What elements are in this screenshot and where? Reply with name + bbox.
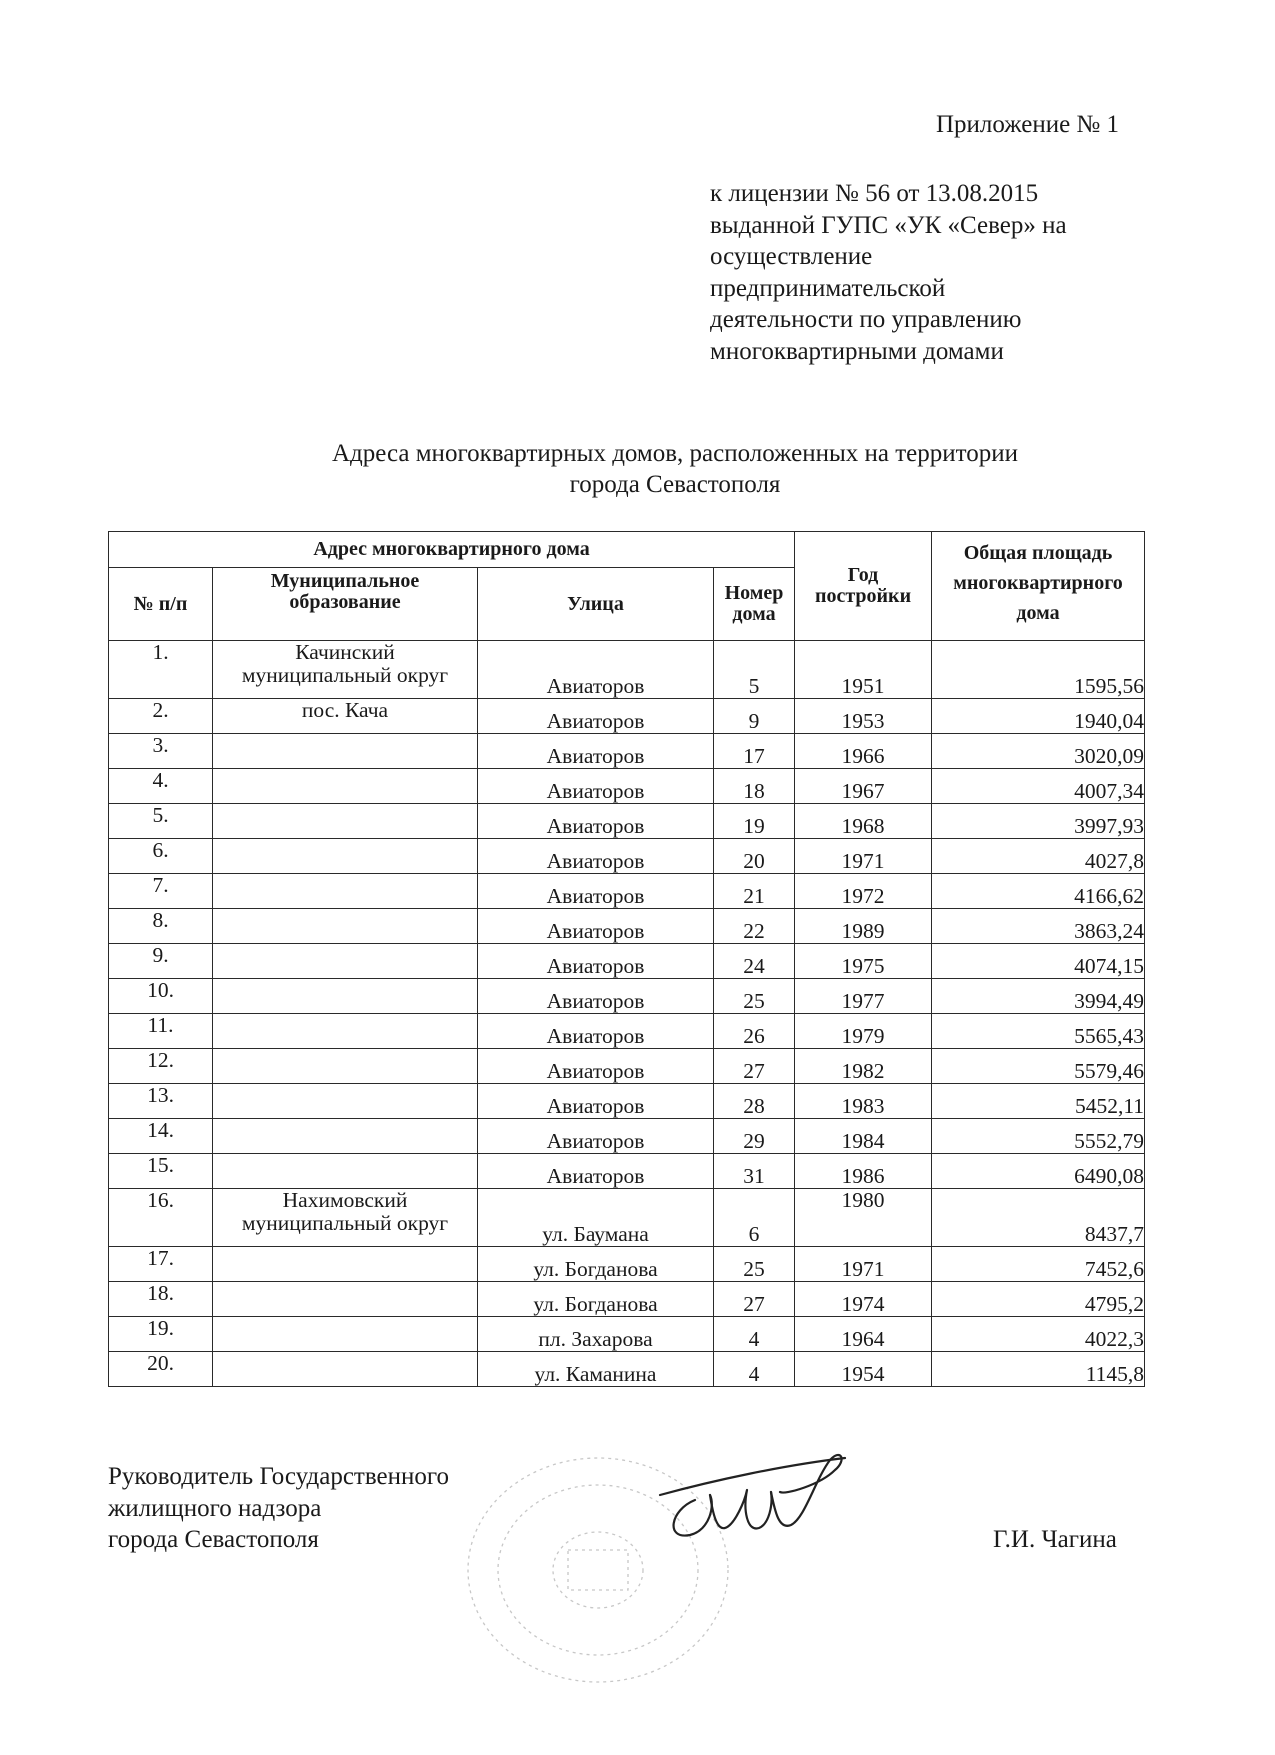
total-area-cell: 4795,2 xyxy=(932,1282,1145,1317)
num-column-header: № п/п xyxy=(109,568,213,641)
house-number-cell: 28 xyxy=(714,1084,795,1119)
total-area-cell: 3997,93 xyxy=(932,804,1145,839)
street-cell: пл. Захарова xyxy=(478,1317,714,1352)
total-area-cell: 4027,8 xyxy=(932,839,1145,874)
house-column-header: Номер дома xyxy=(714,568,795,641)
municipality-cell xyxy=(213,1189,478,1247)
table-row xyxy=(109,1084,1145,1119)
build-year-cell: 1971 xyxy=(795,839,932,874)
municipality-cell xyxy=(213,699,478,734)
house-number-cell: 19 xyxy=(714,804,795,839)
build-year-cell: 1967 xyxy=(795,769,932,804)
street-cell: ул. Каманина xyxy=(478,1352,714,1387)
municipality-column-header: Муниципальное образование xyxy=(213,568,478,641)
total-area-cell: 4074,15 xyxy=(932,944,1145,979)
table-row xyxy=(109,769,1145,804)
build-year-cell: 1983 xyxy=(795,1084,932,1119)
build-year-cell: 1989 xyxy=(795,909,932,944)
table-row xyxy=(109,979,1145,1014)
build-year-cell: 1964 xyxy=(795,1317,932,1352)
municipality-cell xyxy=(213,979,478,1014)
street-cell: Авиаторов xyxy=(478,874,714,909)
table-header-row xyxy=(109,532,1145,568)
build-year-cell: 1980 xyxy=(795,1189,932,1247)
house-number-cell: 4 xyxy=(714,1352,795,1387)
table-row xyxy=(109,734,1145,769)
municipality-cell xyxy=(213,1352,478,1387)
municipality-cell xyxy=(213,874,478,909)
total-area-cell: 7452,6 xyxy=(932,1247,1145,1282)
street-cell: Авиаторов xyxy=(478,1084,714,1119)
signatory-name: Г.И. Чагина xyxy=(993,1526,1117,1553)
license-line: многоквартирными домами xyxy=(710,337,1004,365)
table-row xyxy=(109,1014,1145,1049)
appendix-label: Приложение № 1 xyxy=(936,111,1120,138)
house-number-cell: 21 xyxy=(714,874,795,909)
document-title xyxy=(220,438,1130,500)
row-number-cell: 10. xyxy=(109,979,213,1014)
row-number-cell: 2. xyxy=(109,699,213,734)
municipality-line: муниципальный округ xyxy=(241,1211,449,1235)
street-cell: Авиаторов xyxy=(478,641,714,699)
municipality-line: Нахимовский xyxy=(282,1188,408,1212)
table-row xyxy=(109,1119,1145,1154)
municipality-cell xyxy=(213,641,478,699)
municipality-cell xyxy=(213,1014,478,1049)
build-year-cell: 1974 xyxy=(795,1282,932,1317)
position-line: города Севастополя xyxy=(108,1526,319,1553)
house-number-cell: 6 xyxy=(714,1189,795,1247)
total-area-cell: 3020,09 xyxy=(932,734,1145,769)
build-year-cell: 1984 xyxy=(795,1119,932,1154)
row-number-cell: 18. xyxy=(109,1282,213,1317)
row-number-cell: 9. xyxy=(109,944,213,979)
municipality-cell xyxy=(213,1154,478,1189)
row-number-cell: 4. xyxy=(109,769,213,804)
municipality-cell xyxy=(213,1049,478,1084)
table-row xyxy=(109,1247,1145,1282)
street-cell: Авиаторов xyxy=(478,769,714,804)
street-cell: Авиаторов xyxy=(478,804,714,839)
build-year-cell: 1971 xyxy=(795,1247,932,1282)
title-line: города Севастополя xyxy=(569,471,781,498)
build-year-cell: 1966 xyxy=(795,734,932,769)
municipality-cell xyxy=(213,839,478,874)
table-row xyxy=(109,1352,1145,1387)
build-year-cell: 1975 xyxy=(795,944,932,979)
total-area-cell: 4007,34 xyxy=(932,769,1145,804)
municipality-cell xyxy=(213,944,478,979)
build-year-cell: 1977 xyxy=(795,979,932,1014)
row-number-cell: 13. xyxy=(109,1084,213,1119)
municipality-cell xyxy=(213,1119,478,1154)
total-area-cell: 6490,08 xyxy=(932,1154,1145,1189)
house-number-cell: 20 xyxy=(714,839,795,874)
total-area-cell: 5579,46 xyxy=(932,1049,1145,1084)
house-number-cell: 31 xyxy=(714,1154,795,1189)
table-row xyxy=(109,1189,1145,1247)
build-year-cell: 1968 xyxy=(795,804,932,839)
build-year-cell: 1979 xyxy=(795,1014,932,1049)
build-year-cell: 1954 xyxy=(795,1352,932,1387)
municipality-cell xyxy=(213,1317,478,1352)
row-number-cell: 15. xyxy=(109,1154,213,1189)
house-number-cell: 5 xyxy=(714,641,795,699)
total-area-cell: 5565,43 xyxy=(932,1014,1145,1049)
position-line: Руководитель Государственного xyxy=(108,1463,449,1490)
municipality-cell xyxy=(213,769,478,804)
street-cell: Авиаторов xyxy=(478,699,714,734)
house-number-cell: 27 xyxy=(714,1049,795,1084)
table-row xyxy=(109,1049,1145,1084)
license-line: осуществление xyxy=(710,243,873,270)
row-number-cell: 14. xyxy=(109,1119,213,1154)
municipality-cell xyxy=(213,1084,478,1119)
street-cell: Авиаторов xyxy=(478,944,714,979)
license-line: предпринимательской xyxy=(710,274,946,302)
house-number-cell: 25 xyxy=(714,979,795,1014)
license-line: выданной ГУПС «УК «Север» на xyxy=(710,211,1067,239)
handwritten-signature-icon xyxy=(655,1440,855,1570)
build-year-cell: 1986 xyxy=(795,1154,932,1189)
street-cell: ул. Баумана xyxy=(478,1189,714,1247)
row-number-cell: 3. xyxy=(109,734,213,769)
house-number-cell: 4 xyxy=(714,1317,795,1352)
total-area-cell: 1595,56 xyxy=(932,641,1145,699)
row-number-cell: 19. xyxy=(109,1317,213,1352)
total-area-cell: 3994,49 xyxy=(932,979,1145,1014)
row-number-cell: 17. xyxy=(109,1247,213,1282)
table-row xyxy=(109,1154,1145,1189)
municipality-line: пос. Кача xyxy=(301,698,389,722)
table-row xyxy=(109,804,1145,839)
table-body xyxy=(109,641,1145,1387)
house-number-cell: 26 xyxy=(714,1014,795,1049)
row-number-cell: 1. xyxy=(109,641,213,699)
row-number-cell: 16. xyxy=(109,1189,213,1247)
signatory-position xyxy=(108,1461,449,1556)
table-row xyxy=(109,944,1145,979)
total-area-cell: 5552,79 xyxy=(932,1119,1145,1154)
total-area-cell: 4166,62 xyxy=(932,874,1145,909)
street-cell: Авиаторов xyxy=(478,909,714,944)
table-row xyxy=(109,839,1145,874)
row-number-cell: 12. xyxy=(109,1049,213,1084)
house-number-cell: 25 xyxy=(714,1247,795,1282)
year-column-header: Год постройки xyxy=(795,532,932,641)
street-cell: Авиаторов xyxy=(478,1014,714,1049)
street-cell: Авиаторов xyxy=(478,734,714,769)
row-number-cell: 6. xyxy=(109,839,213,874)
table-row xyxy=(109,641,1145,699)
street-cell: Авиаторов xyxy=(478,839,714,874)
table-row xyxy=(109,909,1145,944)
street-cell: Авиаторов xyxy=(478,1119,714,1154)
house-number-cell: 29 xyxy=(714,1119,795,1154)
municipality-line: Качинский xyxy=(295,640,395,664)
municipality-cell xyxy=(213,734,478,769)
row-number-cell: 20. xyxy=(109,1352,213,1387)
total-area-cell: 5452,11 xyxy=(932,1084,1145,1119)
build-year-cell: 1953 xyxy=(795,699,932,734)
street-cell: Авиаторов xyxy=(478,979,714,1014)
municipality-cell xyxy=(213,804,478,839)
municipality-cell xyxy=(213,909,478,944)
table-row xyxy=(109,874,1145,909)
municipality-cell xyxy=(213,1247,478,1282)
area-column-header: Общая площадь многоквартирного дома xyxy=(932,532,1145,641)
street-cell: ул. Богданова xyxy=(478,1282,714,1317)
table-row xyxy=(109,1282,1145,1317)
street-cell: Авиаторов xyxy=(478,1154,714,1189)
house-number-cell: 22 xyxy=(714,909,795,944)
house-number-cell: 17 xyxy=(714,734,795,769)
street-cell: ул. Богданова xyxy=(478,1247,714,1282)
license-reference xyxy=(710,178,1170,367)
build-year-cell: 1951 xyxy=(795,641,932,699)
position-line: жилищного надзора xyxy=(108,1494,322,1522)
total-area-cell: 3863,24 xyxy=(932,909,1145,944)
house-number-cell: 24 xyxy=(714,944,795,979)
total-area-cell: 8437,7 xyxy=(932,1189,1145,1247)
address-group-header: Адрес многоквартирного дома xyxy=(109,532,795,568)
total-area-cell: 1940,04 xyxy=(932,699,1145,734)
table-row xyxy=(109,699,1145,734)
house-number-cell: 18 xyxy=(714,769,795,804)
house-number-cell: 27 xyxy=(714,1282,795,1317)
build-year-cell: 1982 xyxy=(795,1049,932,1084)
row-number-cell: 7. xyxy=(109,874,213,909)
license-line: к лицензии № 56 от 13.08.2015 xyxy=(710,180,1039,207)
license-line: деятельности по управлению xyxy=(710,306,1022,333)
build-year-cell: 1972 xyxy=(795,874,932,909)
row-number-cell: 11. xyxy=(109,1014,213,1049)
title-line: Адреса многоквартирных домов, расположенных на территории xyxy=(332,440,1018,467)
total-area-cell: 1145,8 xyxy=(932,1352,1145,1387)
total-area-cell: 4022,3 xyxy=(932,1317,1145,1352)
street-column-header: Улица xyxy=(478,568,714,641)
municipality-cell xyxy=(213,1282,478,1317)
row-number-cell: 5. xyxy=(109,804,213,839)
house-number-cell: 9 xyxy=(714,699,795,734)
street-cell: Авиаторов xyxy=(478,1049,714,1084)
row-number-cell: 8. xyxy=(109,909,213,944)
municipality-line: муниципальный округ xyxy=(241,663,449,687)
table-row xyxy=(109,1317,1145,1352)
houses-table xyxy=(108,531,1145,1387)
